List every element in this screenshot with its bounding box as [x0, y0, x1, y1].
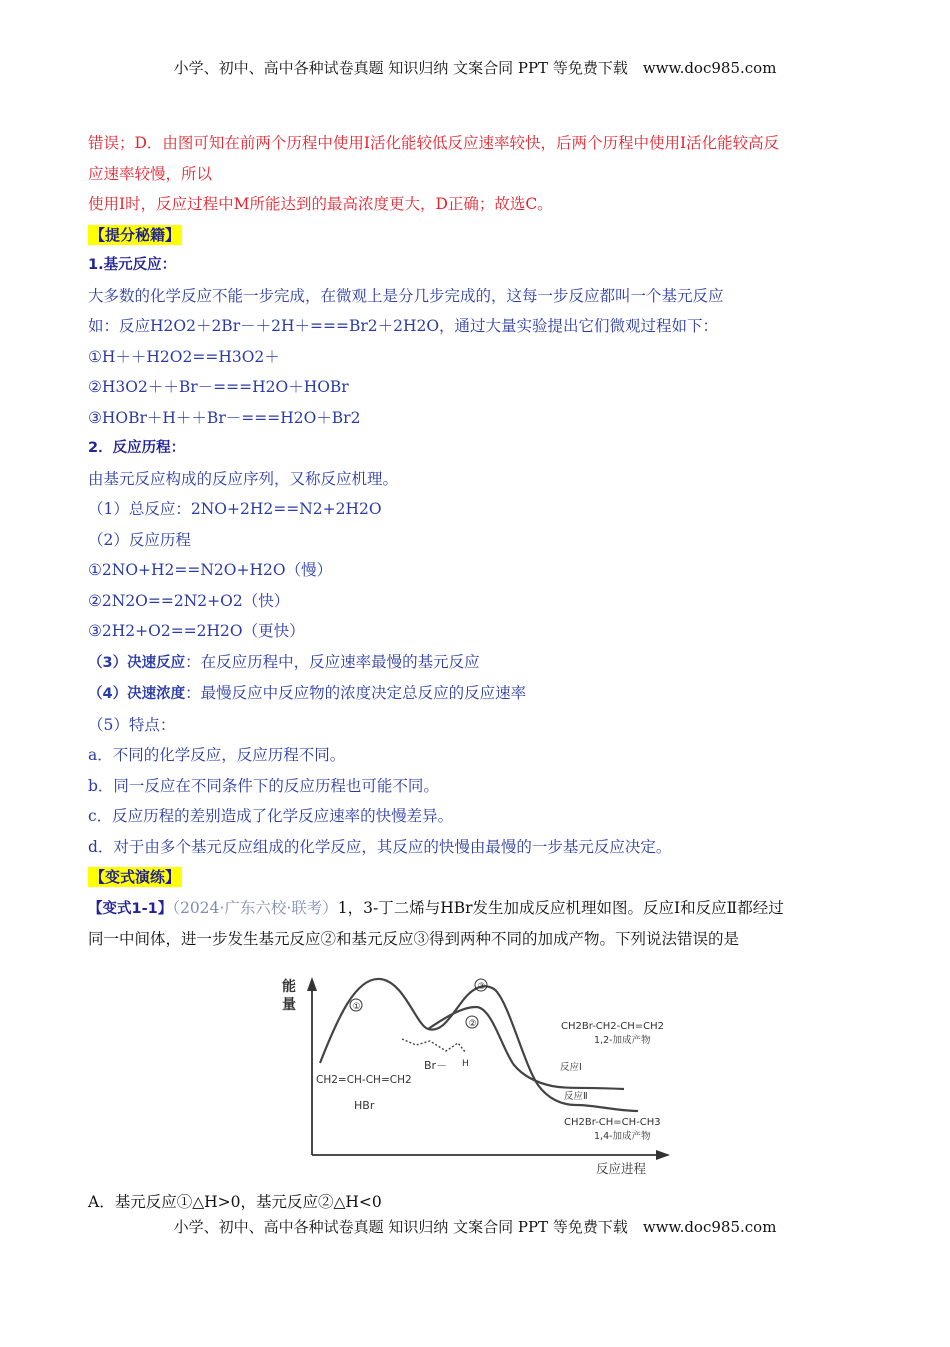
reactant-hbr: HBr	[354, 1099, 375, 1112]
x-axis-arrow-icon	[656, 1150, 670, 1160]
rate-determining-label: （3）决速反应	[88, 654, 186, 671]
tips-heading: 【提分秘籍】	[90, 225, 181, 244]
option-a: A．基元反应①△H>0，基元反应②△H<0	[88, 1193, 382, 1211]
curve-reaction-ii	[320, 979, 638, 1111]
y-axis-label-1: 能	[282, 979, 296, 995]
product-1-formula: CH2Br-CH2-CH=CH2	[561, 1021, 665, 1032]
answer-line-2: 应速率较慢，所以	[88, 164, 213, 183]
question-stem-1	[88, 893, 863, 925]
section-2-title: 2．反应历程：	[88, 440, 186, 456]
energy-profile-figure	[276, 965, 674, 1180]
rate-concentration-label: （4）决速浓度	[88, 686, 186, 702]
answer-line-1: 错误；D．由图可知在前两个历程中使用Ⅰ活化能较低反应速率较快，后两个历程中使用Ⅰ活化能较高反	[88, 134, 780, 152]
features-label: （5）特点：	[88, 715, 176, 734]
section-1-desc: 大多数的化学反应不能一步完成，在微观上是分几步完成的，这每一步反应都叫一个基元反应	[88, 286, 724, 305]
intermediate-label: Br－	[424, 1059, 448, 1072]
intermediate-structure	[402, 1039, 466, 1053]
rate-determining-concentration	[88, 678, 863, 710]
elementary-step-1: ①H＋＋H2O2==H3O2＋	[88, 347, 280, 366]
section-1-title: 1.基元反应：	[88, 257, 177, 273]
step-2-label: ②	[468, 1019, 477, 1029]
answer-line-3: 使用Ⅰ时，反应过程中M所能达到的最高浓度更大，D正确；故选C。	[88, 195, 553, 213]
feature-d: d．对于由多个基元反应组成的化学反应，其反应的快慢由最慢的一步基元反应决定。	[88, 837, 672, 856]
page-header: 小学、初中、高中各种试卷真题 知识归纳 文案合同 PPT 等免费下载 www.doc985.com	[173, 59, 777, 77]
step-3-label: ③	[477, 982, 486, 992]
rate-concentration-text: ：最慢反应中反应物的浓度决定总反应的反应速率	[185, 684, 527, 702]
page-content	[88, 128, 863, 955]
rate-determining-reaction	[88, 647, 863, 679]
total-reaction: （1）总反应：2NO+2H2==N2+2H2O	[88, 500, 382, 518]
x-axis-label: 反应进程	[596, 1161, 647, 1176]
rate-determining-text: ：在反应历程中，反应速率最慢的基元反应	[185, 652, 480, 671]
elementary-step-2: ②H3O2＋＋Br－===H2O＋HOBr	[88, 378, 349, 396]
energy-profile-svg	[276, 965, 674, 1180]
product-2-formula: CH2Br-CH=CH-CH3	[564, 1117, 661, 1128]
history-step-1: ①2NO+H2==N2O+H2O（慢）	[88, 561, 333, 579]
history-step-3: ③2H2+O2==2H2O（更快）	[88, 622, 305, 640]
question-stem-2: 同一中间体，进一步发生基元反应②和基元反应③得到两种不同的加成产物。下列说法错误的是	[88, 930, 740, 948]
y-axis-arrow-icon	[307, 977, 317, 991]
feature-b: b．同一反应在不同条件下的反应历程也可能不同。	[88, 776, 439, 795]
section-2-desc: 由基元反应构成的反应序列，又称反应机理。	[88, 469, 399, 488]
product-2-note: 1,4-加成产物	[594, 1131, 651, 1142]
reactant-formula: CH2=CH-CH=CH2	[316, 1074, 412, 1086]
curve-1-label: 反应Ⅰ	[560, 1062, 582, 1073]
section-1-example: 如：反应H2O2＋2Br－＋2H＋===Br2＋2H2O，通过大量实验提出它们微观过程如下：	[88, 317, 719, 335]
history-step-2: ②2N2O==2N2+O2（快）	[88, 591, 290, 610]
practice-heading: 【变式演练】	[90, 868, 181, 886]
elementary-step-3: ③HOBr＋H＋＋Br－===H2O＋Br2	[88, 408, 361, 427]
curve-2-label: 反应Ⅱ	[564, 1091, 588, 1102]
y-axis-label-2: 量	[282, 997, 296, 1013]
intermediate-h: H	[462, 1059, 469, 1069]
product-1-note: 1,2-加成产物	[594, 1035, 651, 1046]
question-label: 【变式1-1】	[88, 900, 173, 917]
page-footer: 小学、初中、高中各种试卷真题 知识归纳 文案合同 PPT 等免费下载 www.doc985.com	[173, 1218, 777, 1236]
reaction-history-label: （2）反应历程	[88, 530, 191, 549]
curve-reaction-i	[428, 1007, 624, 1089]
question-stem-text: 1，3-丁二烯与HBr发生加成反应机理如图。反应Ⅰ和反应Ⅱ都经过	[337, 898, 784, 917]
feature-a: a．不同的化学反应，反应历程不同。	[88, 746, 346, 764]
question-source: （2024·广东六校·联考）	[172, 898, 338, 917]
feature-c: c．反应历程的差别造成了化学反应速率的快慢差异。	[88, 807, 454, 825]
step-1-label: ①	[352, 1002, 361, 1012]
